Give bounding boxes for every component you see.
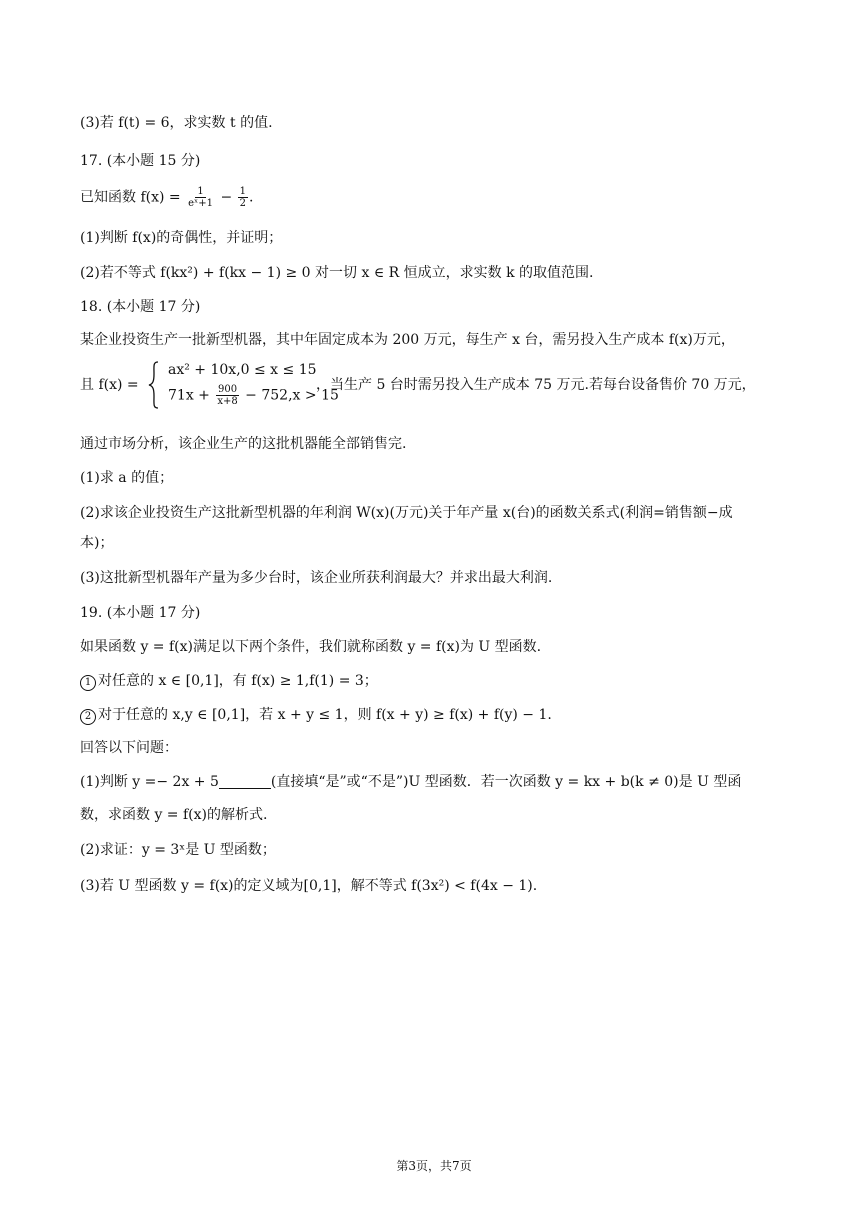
q17-part1: (1)判断 f(x)的奇偶性，并证明； <box>80 230 283 246</box>
q18-case2-numerator: 900 <box>217 384 238 395</box>
q17-fraction-1 <box>186 186 215 209</box>
q17-frac2-denominator: 2 <box>239 198 247 209</box>
q19-header: 19. (本小题 17 分) <box>80 605 201 621</box>
q19-part1-pre: (1)判断 y =− 2x + 5 <box>80 774 219 790</box>
q17-frac2-numerator: 1 <box>239 186 247 197</box>
q19-intro: 如果函数 y = f(x)满足以下两个条件，我们就称函数 y = f(x)为 U 型函数. <box>80 639 542 655</box>
q17-part2: (2)若不等式 f(kx²) + f(kx − 1) ≥ 0 对一切 x ∈ R 恒成立，求实数 k 的取值范围. <box>80 265 594 281</box>
circled-one-icon: 1 <box>80 675 96 691</box>
q18-part2-line2: 本)； <box>80 535 114 551</box>
q19-part3: (3)若 U 型函数 y = f(x)的定义域为[0,1]，解不等式 f(3x²) < f(4x − 1). <box>80 878 538 894</box>
q19-answer-prompt: 回答以下问题： <box>80 740 178 756</box>
answer-blank[interactable] <box>219 774 271 789</box>
left-brace-icon <box>148 360 160 410</box>
q17-frac1-numerator: 1 <box>197 186 204 197</box>
q18-intro: 某企业投资生产一批新型机器，其中年固定成本为 200 万元，每生产 x 台，需另投入生产成本 f(x)万元， <box>80 332 735 348</box>
q19-part1-line2: 数，求函数 y = f(x)的解析式. <box>80 807 268 823</box>
q19-condition-2-text: 对于任意的 x,y ∈ [0,1]，若 x + y ≤ 1，则 f(x + y) ≥ f(x) + f(y) − 1. <box>98 707 552 723</box>
q18-case2-head: 71x + <box>168 387 215 404</box>
q19-condition-1-text: 对任意的 x ∈ [0,1]，有 f(x) ≥ 1,f(1) = 3； <box>98 673 378 689</box>
q18-piecewise-case2 <box>168 384 339 407</box>
q17-frac1-denominator: eˣ+1 <box>188 198 213 209</box>
q17-intro-text: 已知函数 f(x) = <box>80 189 186 206</box>
q19-condition-1 <box>80 670 828 692</box>
q19-part2: (2)求证：y = 3ˣ是 U 型函数； <box>80 842 276 858</box>
q17-intro <box>80 186 828 209</box>
circled-two-icon: 2 <box>80 709 96 725</box>
q19-part1-line1 <box>80 771 828 793</box>
q18-case2-tail: − 752,x > 15 <box>240 387 339 404</box>
q17-fraction-2 <box>238 186 248 209</box>
q18-part1: (1)求 a 的值； <box>80 470 174 486</box>
q18-market: 通过市场分析，该企业生产的这批机器能全部销售完. <box>80 436 407 452</box>
q18-piecewise-suffix: ，当生产 5 台时需另投入生产成本 75 万元.若每台设备售价 70 万元， <box>316 377 756 393</box>
q17-minus: − <box>216 189 237 206</box>
q19-part1-post: (直接填“是”或“不是”)U 型函数．若一次函数 y = kx + b(k ≠ 0)是 U 型函 <box>270 774 742 790</box>
q17-period: . <box>249 189 254 206</box>
q16-part3: (3)若 f(t) = 6，求实数 t 的值. <box>80 115 273 131</box>
q18-case2-fraction <box>215 384 239 407</box>
q18-part3: (3)这批新型机器年产量为多少台时，该企业所获利润最大？并求出最大利润. <box>80 570 553 586</box>
q18-case2-denominator: x+8 <box>217 396 238 407</box>
q18-header: 18. (本小题 17 分) <box>80 299 201 315</box>
q18-piecewise-line <box>80 360 840 408</box>
q18-piecewise-prefix: 且 f(x) = <box>80 377 139 393</box>
page-footer: 第3页，共7页 <box>396 1159 472 1173</box>
q18-part2-line1: (2)求该企业投资生产这批新型机器的年利润 W(x)(万元)关于年产量 x(台)的函数关系式(利润=销售额−成 <box>80 505 733 521</box>
q17-header: 17. (本小题 15 分) <box>80 153 201 169</box>
q19-condition-2 <box>80 704 828 726</box>
q18-piecewise-case1: ax² + 10x,0 ≤ x ≤ 15 <box>168 362 317 378</box>
